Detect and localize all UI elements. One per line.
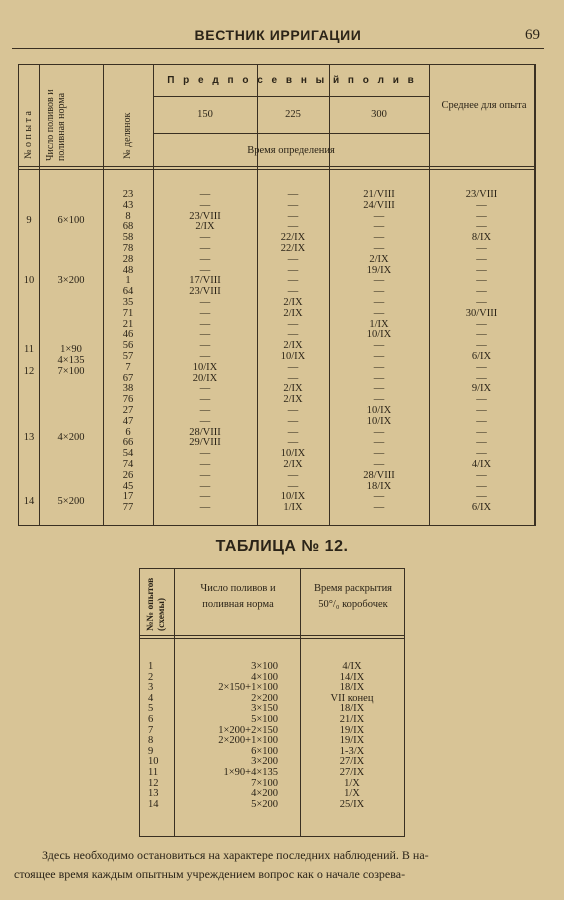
cell-avg: 6/IX	[471, 502, 492, 514]
col-header-300: 300	[371, 109, 387, 120]
cell-val-150: 23/VIII	[189, 210, 221, 222]
cell-watering: 6×100	[57, 215, 85, 226]
cell-plot-no: 71	[122, 307, 134, 319]
cell-exp-no: 14	[23, 496, 35, 507]
cell-avg: —	[476, 221, 487, 233]
cell-val-225: —	[287, 426, 299, 438]
cell-val-225: 2/IX	[283, 340, 303, 352]
cell-val-150: 10/IX	[192, 361, 218, 373]
t2-cell-time: 1/X	[344, 788, 360, 800]
col-header-presowing: П р е д п о с е в н ы й п о л и в	[167, 75, 417, 86]
cell-plot-no: 38	[122, 383, 134, 395]
cell-watering: 5×200	[57, 496, 85, 507]
cell-plot-no: 7	[125, 361, 131, 373]
t2-cell-watering: 4×100	[251, 671, 278, 683]
cell-avg: 23/VIII	[465, 189, 498, 200]
cell-val-225: 2/IX	[283, 307, 303, 319]
cell-val-150: —	[199, 340, 211, 352]
cell-val-300: 24/VIII	[363, 199, 395, 211]
cell-val-150: 20/IX	[192, 372, 218, 384]
cell-val-150: —	[199, 469, 211, 481]
cell-val-225: —	[287, 405, 299, 416]
cell-val-300: —	[373, 297, 385, 308]
cell-plot-no: 1	[125, 275, 131, 287]
cell-val-150: —	[199, 480, 211, 492]
table12	[139, 568, 405, 837]
cell-val-300: 18/IX	[366, 480, 392, 492]
cell-avg: 6/IX	[471, 351, 492, 362]
col-header-plot-no: № делянок	[122, 112, 133, 159]
cell-avg: 9/IX	[471, 383, 492, 395]
cell-avg: —	[476, 264, 487, 276]
t2-cell-exp: 6	[148, 714, 154, 725]
t2-col-header-time: Время раскрытия 50°/₀ коробочек	[313, 583, 393, 610]
col-header-exp-no: № о п ы т а	[23, 111, 34, 159]
body-text-line-2: стоящее время каждым опытным учреждением вопрос как о начале созрева-	[14, 867, 406, 881]
t2-cell-time: 18/IX	[339, 703, 365, 715]
cell-val-150: —	[199, 459, 211, 470]
t2-cell-watering: 2×200+1×100	[218, 735, 278, 747]
t2-cell-watering: 5×100	[251, 714, 278, 725]
cell-val-150: —	[199, 394, 211, 406]
cell-val-300: —	[373, 372, 385, 384]
cell-val-150: —	[199, 415, 211, 427]
cell-plot-no: 77	[122, 502, 134, 514]
t2-cell-exp: 14	[148, 798, 159, 810]
col-header-watering: Число поливов и поливная норма	[45, 89, 67, 161]
cell-val-225: —	[287, 264, 299, 276]
cell-plot-no: 23	[122, 189, 134, 200]
col-header-time: Время определения	[247, 145, 335, 156]
cell-avg: —	[476, 210, 487, 222]
t2-cell-exp: 1	[148, 661, 154, 672]
cell-avg: —	[476, 405, 487, 416]
cell-avg: —	[476, 253, 487, 265]
t2-cell-watering: 7×100	[251, 777, 278, 789]
cell-plot-no: 68	[122, 221, 134, 233]
t2-cell-exp: 12	[148, 777, 159, 789]
cell-avg: —	[476, 437, 487, 449]
cell-val-300: —	[373, 426, 385, 438]
cell-val-225: 2/IX	[283, 383, 303, 395]
cell-val-225: 10/IX	[280, 491, 306, 503]
t2-cell-exp: 2	[148, 671, 154, 683]
cell-val-300: —	[373, 307, 385, 319]
cell-avg: —	[476, 426, 487, 438]
cell-val-225: —	[287, 199, 299, 211]
cell-plot-no: 76	[122, 394, 134, 406]
t2-cell-exp: 8	[148, 735, 154, 747]
cell-avg: —	[476, 297, 487, 308]
cell-val-300: —	[373, 502, 385, 514]
cell-val-300: 21/VIII	[363, 189, 395, 200]
cell-plot-no: 21	[122, 318, 134, 330]
cell-val-225: 10/IX	[280, 448, 306, 460]
cell-val-300: —	[373, 351, 385, 362]
cell-val-225: —	[287, 437, 299, 449]
cell-plot-no: 28	[122, 253, 134, 265]
cell-avg: —	[476, 329, 487, 341]
cell-plot-no: 54	[122, 448, 134, 460]
t2-cell-time: 14/IX	[339, 671, 365, 683]
cell-val-225: —	[287, 372, 299, 384]
cell-plot-no: 57	[122, 351, 134, 362]
cell-val-225: 2/IX	[283, 297, 303, 308]
running-header	[12, 24, 544, 49]
cell-avg: —	[476, 340, 487, 352]
cell-exp-no: 9	[26, 215, 32, 226]
t2-cell-watering: 2×200	[251, 692, 278, 704]
t2-cell-time: 1-3/X	[339, 745, 365, 757]
cell-val-150: —	[199, 351, 211, 362]
cell-plot-no: 27	[122, 405, 134, 416]
t2-cell-time: 25/IX	[339, 798, 365, 810]
cell-val-225: 1/IX	[283, 502, 303, 514]
cell-val-150: —	[199, 243, 211, 254]
cell-plot-no: 35	[122, 297, 134, 308]
cell-val-300: 10/IX	[366, 405, 392, 416]
t2-cell-time: 19/IX	[339, 735, 365, 747]
cell-val-150: 28/VIII	[189, 426, 221, 438]
cell-plot-no: 17	[122, 491, 134, 503]
cell-val-225: 2/IX	[283, 394, 303, 406]
t2-cell-watering: 1×90+4×135	[223, 767, 278, 778]
cell-val-150: —	[199, 318, 211, 330]
cell-val-225: 2/IX	[283, 459, 303, 470]
t2-cell-watering: 3×100	[251, 661, 278, 672]
t2-cell-exp: 10	[148, 756, 159, 768]
t2-cell-watering: 2×150+1×100	[218, 682, 278, 694]
cell-watering: 1×90	[60, 344, 82, 355]
cell-plot-no: 26	[122, 469, 134, 481]
cell-val-150: —	[199, 405, 211, 416]
cell-val-225: —	[287, 469, 299, 481]
t2-cell-watering: 1×200+2×150	[218, 724, 278, 736]
cell-plot-no: 64	[122, 286, 134, 298]
cell-val-300: —	[373, 243, 385, 254]
cell-avg: 4/IX	[471, 459, 492, 470]
cell-avg: —	[476, 491, 487, 503]
table12-title: ТАБЛИЦА № 12.	[215, 538, 349, 555]
cell-avg: —	[476, 243, 487, 254]
cell-val-225: —	[287, 318, 299, 330]
cell-watering: 4×200	[57, 432, 85, 443]
t2-cell-time: 27/IX	[339, 756, 365, 768]
cell-avg: —	[476, 394, 487, 406]
cell-val-150: —	[199, 199, 211, 211]
cell-val-225: —	[287, 286, 299, 298]
cell-plot-no: 8	[125, 210, 131, 222]
t2-cell-time: 27/IX	[339, 767, 365, 778]
cell-val-225: —	[287, 189, 299, 200]
cell-val-150: —	[199, 383, 211, 395]
cell-plot-no: 47	[122, 415, 134, 427]
t2-cell-time: 19/IX	[339, 724, 365, 736]
cell-val-300: —	[373, 437, 385, 449]
t2-col-header-watering: Число поливов и поливная норма	[200, 583, 276, 610]
cell-val-225: 10/IX	[280, 351, 306, 362]
cell-val-300: 10/IX	[366, 329, 392, 341]
cell-plot-no: 67	[122, 372, 134, 384]
t2-cell-time: 4/IX	[342, 661, 362, 672]
cell-val-300: —	[373, 221, 385, 233]
cell-avg: —	[476, 199, 487, 211]
t2-cell-exp: 3	[148, 682, 154, 694]
cell-plot-no: 43	[122, 199, 134, 211]
col-header-225: 225	[285, 109, 301, 120]
cell-exp-no: 11	[23, 344, 35, 355]
cell-val-150: —	[199, 502, 211, 514]
cell-val-150: 2/IX	[195, 221, 215, 233]
cell-val-225: —	[287, 480, 299, 492]
t2-cell-exp: 4	[148, 692, 154, 704]
cell-plot-no: 78	[122, 243, 134, 254]
cell-avg: —	[476, 318, 487, 330]
cell-avg: —	[476, 372, 487, 384]
t2-cell-time: 21/IX	[339, 714, 365, 725]
cell-val-150: —	[199, 232, 211, 244]
cell-val-300: —	[373, 286, 385, 298]
cell-plot-no: 74	[122, 459, 134, 470]
cell-plot-no: 45	[122, 480, 134, 492]
cell-val-225: —	[287, 361, 299, 373]
cell-val-300: —	[373, 275, 385, 287]
t2-cell-time: VII конец	[330, 692, 374, 704]
cell-plot-no: 56	[122, 340, 134, 352]
cell-val-300: —	[373, 361, 385, 373]
t2-cell-watering: 3×150	[251, 703, 278, 715]
cell-val-225: —	[287, 329, 299, 341]
cell-val-300: 1/IX	[369, 318, 389, 330]
cell-avg: —	[476, 275, 487, 287]
cell-val-150: —	[199, 329, 211, 341]
cell-val-300: —	[373, 448, 385, 460]
cell-plot-no: 46	[122, 329, 134, 341]
cell-exp-no: 10	[23, 275, 35, 286]
t2-cell-exp: 7	[148, 724, 154, 736]
cell-val-300: —	[373, 210, 385, 222]
cell-watering: 7×100	[57, 366, 85, 377]
t2-cell-exp: 11	[148, 767, 159, 778]
cell-val-150: —	[199, 189, 211, 200]
cell-val-150: —	[199, 264, 211, 276]
journal-title: ВЕСТНИК ИРРИГАЦИИ	[194, 27, 362, 43]
cell-val-300: —	[373, 394, 385, 406]
cell-val-150: 17/VIII	[189, 275, 221, 287]
cell-avg: —	[476, 361, 487, 373]
cell-plot-no: 66	[122, 437, 134, 449]
body-text-line-1: Здесь необходимо остановиться на характере последних наблюдений. В на-	[42, 848, 429, 862]
cell-avg: 8/IX	[471, 232, 492, 244]
cell-plot-no: 48	[122, 264, 134, 276]
cell-val-225: —	[287, 210, 299, 222]
page-number: 69	[525, 27, 540, 43]
col-header-150: 150	[197, 109, 213, 120]
cell-val-300: 19/IX	[366, 264, 392, 276]
cell-val-300: —	[373, 459, 385, 470]
t2-cell-watering: 5×200	[251, 798, 278, 810]
t2-cell-watering: 4×200	[251, 788, 278, 800]
body-text	[14, 846, 544, 884]
cell-val-225: —	[287, 275, 299, 287]
t2-cell-watering: 3×200	[251, 756, 278, 768]
t2-cell-exp: 5	[148, 703, 154, 715]
cell-val-225: —	[287, 221, 299, 233]
col-header-avg: Среднее для опыта	[441, 100, 527, 111]
t2-cell-time: 1/X	[344, 777, 360, 789]
cell-val-300: 2/IX	[369, 253, 389, 265]
t2-cell-watering: 6×100	[251, 745, 278, 757]
cell-plot-no: 6	[125, 426, 131, 438]
cell-exp-no: 13	[23, 432, 35, 443]
cell-val-225: 22/IX	[280, 232, 306, 244]
cell-watering: 4×135	[57, 355, 85, 366]
t2-col-header-exp: №№ опытов (схемы)	[146, 577, 167, 631]
cell-val-300: 10/IX	[366, 415, 392, 427]
cell-exp-no: 12	[23, 366, 35, 377]
cell-avg: 30/VIII	[465, 307, 498, 319]
t2-cell-time: 18/IX	[339, 682, 365, 694]
cell-val-300: —	[373, 340, 385, 352]
irrigation-table	[18, 64, 536, 526]
cell-val-150: —	[199, 253, 211, 265]
cell-val-225: —	[287, 415, 299, 427]
cell-val-150: —	[199, 448, 211, 460]
cell-watering: 3×200	[57, 275, 85, 286]
cell-val-225: —	[287, 253, 299, 265]
cell-val-300: 28/VIII	[363, 469, 395, 481]
t2-cell-exp: 13	[148, 788, 159, 800]
cell-avg: —	[476, 480, 487, 492]
cell-val-225: 22/IX	[280, 243, 306, 254]
cell-val-150: 23/VIII	[189, 286, 221, 298]
cell-avg: —	[476, 286, 487, 298]
cell-val-300: —	[373, 383, 385, 395]
t2-cell-exp: 9	[148, 745, 154, 757]
cell-val-150: —	[199, 307, 211, 319]
cell-val-300: —	[373, 491, 385, 503]
cell-val-300: —	[373, 232, 385, 244]
cell-val-150: —	[199, 297, 211, 308]
cell-avg: —	[476, 415, 487, 427]
cell-plot-no: 58	[122, 232, 134, 244]
cell-val-150: —	[199, 491, 211, 503]
cell-avg: —	[476, 469, 487, 481]
cell-avg: —	[476, 448, 487, 460]
cell-val-150: 29/VIII	[189, 437, 221, 449]
